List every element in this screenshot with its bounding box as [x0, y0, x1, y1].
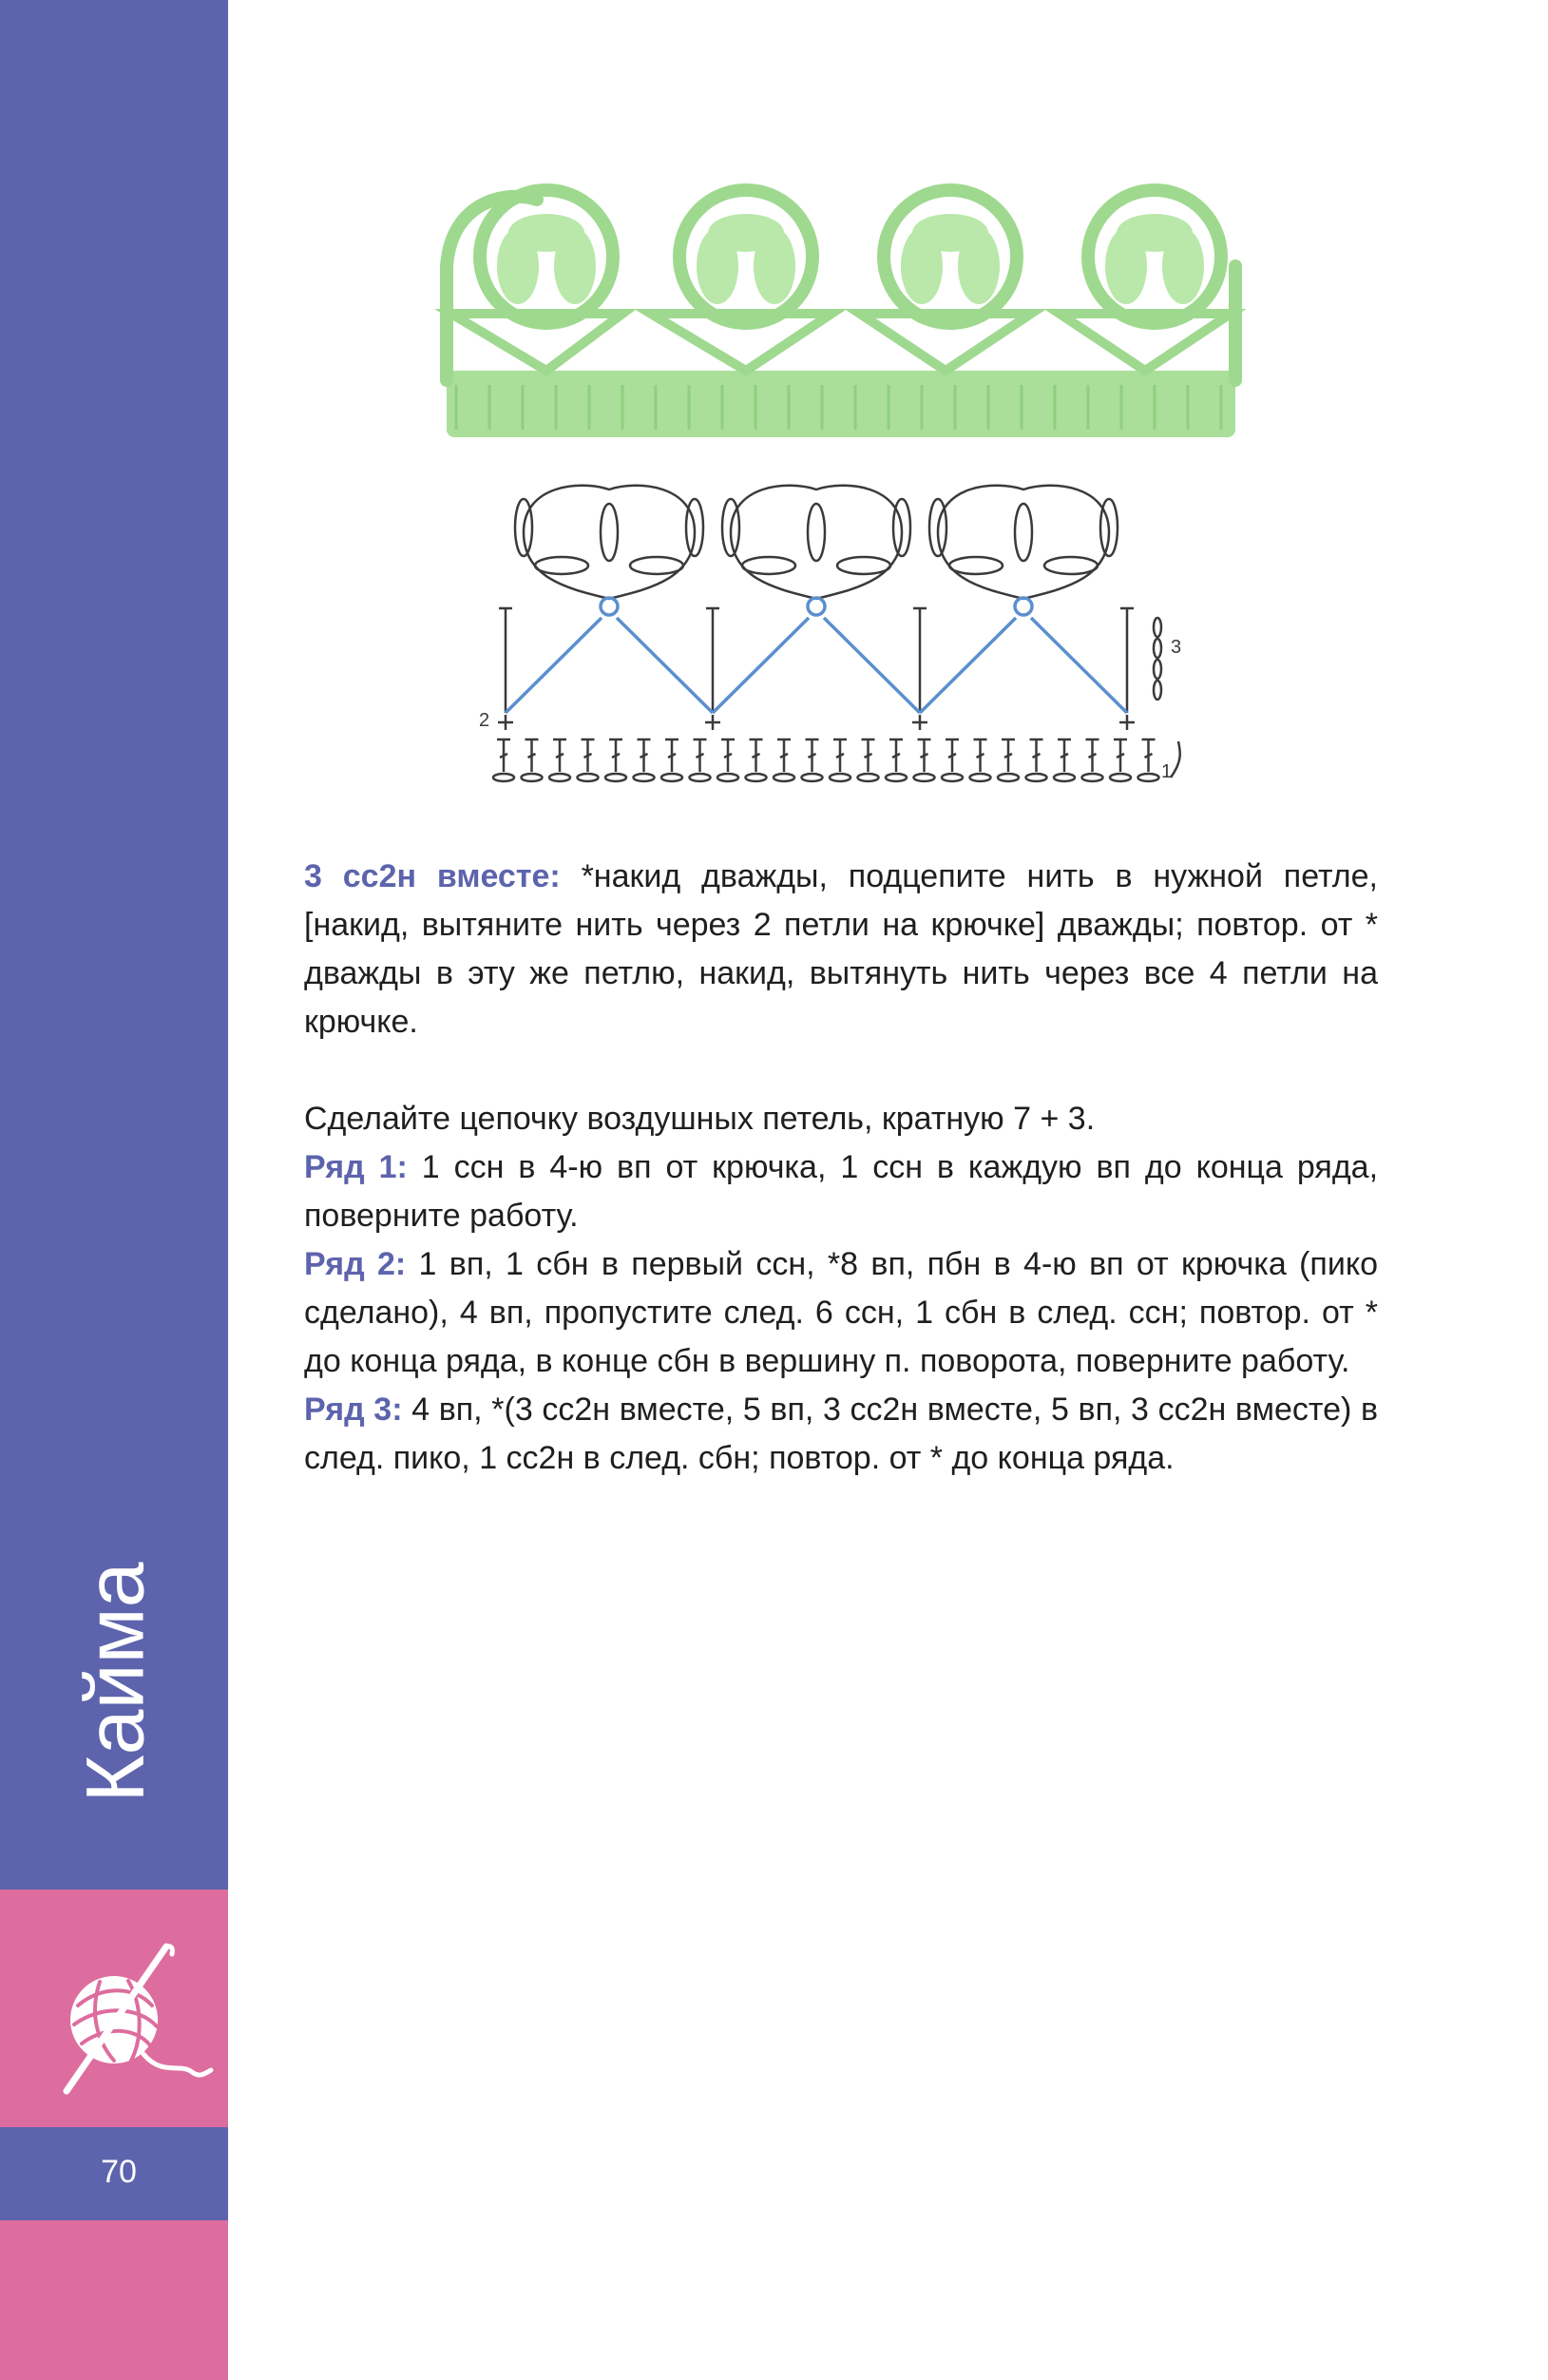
chain-stitch-symbol: [746, 774, 767, 781]
cluster-arch-symbol: [938, 486, 1109, 599]
chain-stitch-symbol: [942, 774, 963, 781]
row-1-body: 1 ссн в 4-ю вп от крючка, 1 ссн в каждую вп до конца ряда, поверните работу.: [304, 1149, 1379, 1234]
yarn-ball-icon: [48, 1939, 219, 2101]
cluster-arch-symbol: [731, 486, 902, 599]
row-3-body: 4 вп, *(3 сс2н вместе, 5 вп, 3 сс2н вместе, 5 вп, 3 сс2н вместе) в след. пико, 1 сс2н в след. сбн; повтор. от * до конца ряда.: [304, 1392, 1379, 1476]
diagram-blue-strokes: [506, 598, 1127, 713]
chain-stitch-symbol: [549, 774, 570, 781]
sidebar-bottom-pink-band: [0, 2220, 228, 2380]
chain-stitch-symbol: [493, 774, 514, 781]
chain-stitch-symbol: [1138, 774, 1159, 781]
crochet-edging-photo: [432, 181, 1250, 456]
chain-stitch-symbol: [634, 774, 655, 781]
chain-arc-symbol: [506, 618, 602, 713]
chain-stitch-symbol: [998, 774, 1019, 781]
section-title-text: Кайма: [69, 1562, 162, 1803]
row-1-label: Ряд 1:: [304, 1149, 408, 1185]
turning-chain-symbol: [1154, 618, 1161, 637]
chain-stitch-symbol: [578, 774, 599, 781]
chain-stitch-symbol: [858, 774, 879, 781]
chain-stitch-symbol: [1110, 774, 1131, 781]
chain-stitch-symbol: [605, 774, 626, 781]
sidebar: [0, 0, 228, 2380]
cluster-arch-symbol: [524, 486, 695, 599]
chain-stitch-symbol: [774, 774, 794, 781]
chain-stitch-symbol: [886, 774, 907, 781]
instructions: [304, 853, 1378, 1483]
cluster-petal-symbol: [1015, 504, 1032, 561]
row-2-label: Ряд 2:: [304, 1246, 407, 1282]
cluster-petal-symbol: [1044, 557, 1098, 574]
cluster-petal-symbol: [630, 557, 683, 574]
row-3: [304, 1386, 1378, 1483]
cluster-petal-symbol: [808, 504, 825, 561]
crochet-chart-diagram: [479, 475, 1207, 798]
cluster-petal-symbol: [837, 557, 890, 574]
picot-symbol: [1015, 598, 1032, 615]
chain-stitch-symbol: [690, 774, 711, 781]
chain-arc-symbol: [617, 618, 713, 713]
chain-stitch-symbol: [830, 774, 850, 781]
chain-arc-symbol: [713, 618, 809, 713]
chain-stitch-symbol: [1054, 774, 1075, 781]
chain-stitch-symbol: [914, 774, 935, 781]
diagram-black-strokes: [493, 486, 1180, 781]
row-label-3: 3: [1171, 637, 1182, 658]
term-definition: [304, 853, 1378, 1046]
page-number: 70: [101, 2154, 137, 2190]
cluster-petal-symbol: [742, 557, 795, 574]
cluster-petal-symbol: [601, 504, 618, 561]
cluster-petal-symbol: [949, 557, 1003, 574]
turning-chain-symbol: [1154, 660, 1161, 679]
intro-line: Сделайте цепочку воздушных петель, кратную 7 + 3.: [304, 1101, 1096, 1137]
chain-stitch-symbol: [1082, 774, 1103, 781]
chain-arc-symbol: [1031, 618, 1127, 713]
row-1: [304, 1143, 1378, 1240]
turning-chain-symbol: [1154, 681, 1161, 700]
term-body: *накид дважды, подцепите нить в нужной петле, [накид, вытяните нить через 2 петли на крючке] дважды; повтор. от * дважды в эту же петлю, накид, вытянуть нить через все 4 петли на крючке.: [304, 858, 1378, 1040]
row-2: [304, 1240, 1378, 1386]
picot-symbol: [808, 598, 825, 615]
row-2-body: 1 вп, 1 сбн в первый ссн, *8 вп, пбн в 4-ю вп от крючка (пико сделано), 4 вп, пропустите след. 6 ссн, 1 сбн в след. ссн; повтор. от * до конца ряда, в конце сбн в вершину п. поворота, поверните работу.: [304, 1246, 1378, 1379]
chain-arc-symbol: [824, 618, 920, 713]
picot-symbol: [601, 598, 618, 615]
chain-stitch-symbol: [802, 774, 823, 781]
section-title: [59, 1521, 173, 1844]
term-label: 3 сс2н вместе:: [304, 858, 561, 894]
row-3-label: Ряд 3:: [304, 1392, 403, 1428]
chain-stitch-symbol: [1026, 774, 1047, 781]
cluster-petal-symbol: [535, 557, 588, 574]
chain-arc-symbol: [920, 618, 1016, 713]
chain-stitch-symbol: [522, 774, 543, 781]
chain-stitch-symbol: [970, 774, 991, 781]
turning-chain-symbol: [1154, 639, 1161, 658]
paragraph-gap: [304, 1046, 1378, 1095]
chain-stitch-symbol: [717, 774, 738, 781]
row-label-1: 1: [1161, 761, 1173, 782]
row-label-2: 2: [479, 710, 490, 731]
turning-chain-symbol: [1171, 741, 1180, 777]
chain-stitch-symbol: [661, 774, 682, 781]
